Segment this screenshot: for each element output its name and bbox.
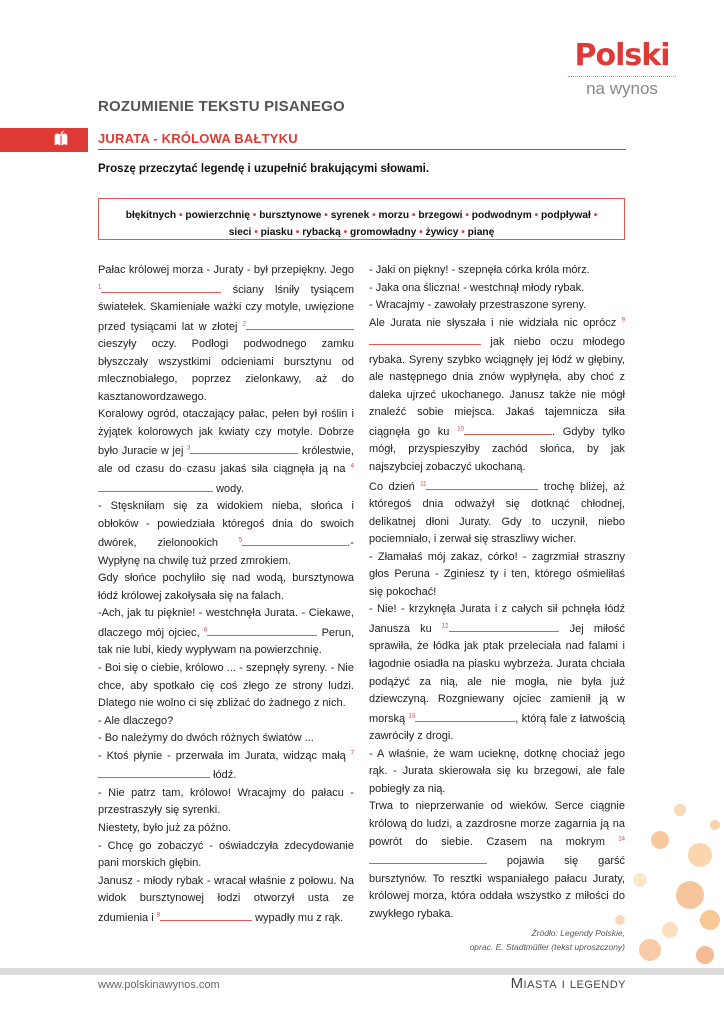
separator: • xyxy=(419,227,423,238)
gap-number: 3 xyxy=(187,445,191,452)
word-bank-item: syrenek xyxy=(330,210,370,221)
footer-url[interactable]: www.polskinawynos.com xyxy=(98,979,220,991)
paragraph: - Boi się o ciebie, królowo ... - szepnęły syreny. - Nie chce, aby spotkało cię coś złego ze strony ludzi. Dlatego nie wolno ci się zbliżać do żadnego z nich. xyxy=(98,662,354,710)
paragraph: Koralowy ogród, otaczający pałac, pełen był roślin i żyjątek kolorowych jak kwiaty czy motyle. Dobrze było Juracie w jej $^3$ królestwie, ale od czasu do czasu jakaś siła ciągnęła ją na $^4$ wody. xyxy=(98,408,354,495)
word-bank-item: sieci xyxy=(228,227,252,238)
separator: • xyxy=(295,227,300,238)
paragraph: - Jaka ona śliczna! - westchnął młody rybak. xyxy=(369,281,585,294)
section-underline xyxy=(98,149,626,150)
word-bank-item: gromowładny xyxy=(350,227,417,238)
word-bank-item: rybacką xyxy=(302,227,341,238)
page-title: ROZUMIENIE TEKSTU PISANEGO xyxy=(98,98,345,115)
separator: • xyxy=(178,210,183,221)
gap-number: 11 xyxy=(420,480,427,487)
paragraph: - Chcę go zobaczyć - oświadczyła zdecydowanie pani morskich głębin. xyxy=(98,839,354,870)
text-column-right xyxy=(369,262,625,923)
separator: • xyxy=(324,210,328,221)
gap-blank[interactable] xyxy=(464,422,552,435)
separator: • xyxy=(593,210,598,221)
gap-number: 12 xyxy=(441,623,449,630)
word-bank-item: pianę xyxy=(467,227,495,238)
gap-number: 10 xyxy=(457,426,464,433)
gap-blank[interactable] xyxy=(101,280,221,293)
word-bank-item: żywicy xyxy=(425,227,459,238)
word-bank-item: piasku xyxy=(260,227,293,238)
paragraph: - A właśnie, że wam ucieknę, dotknę chociaż jego rąk. - Jurata skierowała się ku brzegowi, ale fale pobiegły za nią. xyxy=(369,747,625,795)
separator: • xyxy=(254,227,258,238)
paragraph: - Nie patrz tam, królowo! Wracajmy do pałacu - przestraszyły się syrenki. xyxy=(98,786,354,817)
logo xyxy=(562,40,682,99)
gap-blank[interactable] xyxy=(369,851,487,864)
section-subtitle: JURATA - KRÓLOWA BAŁTYKU xyxy=(98,131,298,146)
gap-blank[interactable] xyxy=(98,765,210,778)
paragraph: Trwa to nieprzerwanie od wieków. Serce ciągnie królową do ludzi, a zazdrosne morze zagarnia ją na powrót do siebie. Czasem na mokrym $^{14}$ pojawia się garść bursztynów. To resztki wspaniałego pałacu Juraty, królowej morza, która oddała wszystko z miłości do zwykłego rybaka. xyxy=(369,800,626,920)
word-bank-item: podwodnym xyxy=(471,210,532,221)
text-column-left xyxy=(98,262,354,927)
gap-number: 13 xyxy=(408,713,416,720)
paragraph: Co dzień $^{11}$ trochę bliżej, aż któregoś dnia odważył się dotknąć chłodnej, delikatnej dłoni Juraty. Gdy to uczynił, niebo pociemniało, i zerwał się straszliwy wicher. xyxy=(369,477,625,549)
gap-number: 14 xyxy=(618,835,626,842)
word-bank-item: podpływał xyxy=(541,210,591,221)
word-bank xyxy=(98,198,625,240)
word-bank-item: brzegowi xyxy=(418,210,463,221)
source-line-1: Źródło: Legendy Polskie, xyxy=(531,928,625,938)
paragraph: - Nie! - krzyknęła Jurata i z całych sił pchnęła łódź Janusza ku $^{12}$ . Jej miłość sprawiła, że łódka jak ptak przeleciała nad falami i łagodnie osiadła na piasku wybrzeża. Jurata chciała podążyć za nią, ale nie mogła, nie była już dziewczyną. Rozgniewany ojciec zamienił ją w morską $^{13}$ , którą fale z łatwością zawróciły z drogi. xyxy=(369,603,625,743)
separator: • xyxy=(534,210,539,221)
paragraph: - Bo należymy do dwóch różnych światów ... xyxy=(98,732,314,745)
footer-section: Miasta i legendy xyxy=(510,975,626,992)
gap-number: 7 xyxy=(350,750,354,757)
book-icon xyxy=(52,131,70,149)
paragraph: - Stęskniłam się za widokiem nieba, słońca i obłoków - powiedziała któregoś dnia do swoich dwórek, zielonookich $^5$ .- Wypłynę na chwilę tuż przed zmrokiem. xyxy=(98,500,354,567)
source-line-2: oprac. E. Stadtmüller (tekst uproszczony) xyxy=(469,942,625,952)
paragraph: - Jaki on piękny! - szepnęła córka króla mórz. xyxy=(369,264,590,276)
paragraph: - Złamałaś mój zakaz, córko! - zagrzmiał straszny głos Peruna - Zginiesz ty i ten, którego ośmieliłaś się pokochać! xyxy=(369,550,625,598)
separator: • xyxy=(465,210,469,221)
gap-number: 9 xyxy=(621,316,625,323)
logo-brand: Polski xyxy=(574,38,670,73)
paragraph: Janusz - młody rybak - wracał właśnie z połowu. Na widok bursztynowej łodzi otworzył usta ze zdumienia i $^8$ wypadły mu z rąk. xyxy=(98,874,354,924)
gap-number: 4 xyxy=(350,463,354,470)
gap-blank[interactable] xyxy=(415,709,515,722)
gap-number: 8 xyxy=(156,912,161,919)
gap-number: 6 xyxy=(203,627,208,634)
paragraph: - Ktoś płynie - przerwała im Jurata, widząc małą $^7$ łódź. xyxy=(98,749,354,782)
gap-blank[interactable] xyxy=(246,317,354,330)
separator: • xyxy=(343,227,348,238)
gap-blank[interactable] xyxy=(369,332,481,345)
paragraph: - Ale dlaczego? xyxy=(98,714,174,727)
paragraph: Ale Jurata nie słyszała i nie widziała nic oprócz $^9$ jak niebo oczu młodego rybaka. Syreny szybko wciągnęły jej łódź w głębiny, ale następnego dnia znów wypłynęła, aby choć z daleka ujrzeć ukochanego. Janusz także nie mógł znaleźć sobie miejsca. Jakaś tajemnicza siła ciągnęła go ku $^{10}$ . Gdyby tylko mógł, przyspieszyłby zachód słońca, by jak najszybciej zobaczyć ukochaną. xyxy=(369,316,626,474)
gap-blank[interactable] xyxy=(242,533,347,546)
instruction: Proszę przeczytać legendę i uzupełnić brakującymi słowami. xyxy=(98,163,430,175)
gap-number: 2 xyxy=(242,320,246,327)
paragraph: Gdy słońce pochyliło się nad wodą, bursztynowa łódź królowej zakołysała się na falach. xyxy=(98,572,354,602)
word-bank-item: morzu xyxy=(378,210,410,221)
word-bank-item: powierzchnię xyxy=(185,210,250,221)
separator: • xyxy=(461,227,465,238)
paragraph: Niestety, było już za późno. xyxy=(98,821,232,834)
gap-blank[interactable] xyxy=(190,441,298,454)
logo-tagline: na wynos xyxy=(586,79,658,98)
gap-blank[interactable] xyxy=(207,623,317,636)
accent-band xyxy=(0,128,88,152)
paragraph: Pałac królowej morza - Juraty - był przepiękny. Jego $^1$ ściany lśniły tysiącem światełek. Skamieniałe ważki czy motyle, uwięzione przed tysiącami lat w złotej $^2$ cieszyły oczy. Podłogi podwodnego zamku błyszczały wszystkimi odcieniami bursztynu od mlecznobiałego, poprzez zielonkawy, aż do kasztanowordzawego. xyxy=(98,264,355,403)
word-bank-item: bursztynowe xyxy=(259,210,322,221)
paragraph: - Wracajmy - zawołały przestraszone syreny. xyxy=(369,299,587,312)
gap-number: 1 xyxy=(98,283,102,290)
separator: • xyxy=(252,210,257,221)
gap-blank[interactable] xyxy=(98,479,213,492)
gap-number: 5 xyxy=(238,537,243,544)
separator: • xyxy=(411,210,416,221)
section-header xyxy=(0,128,724,152)
gap-blank[interactable] xyxy=(426,477,538,490)
word-bank-item: błękitnych xyxy=(125,210,177,221)
gap-blank[interactable] xyxy=(449,619,557,632)
gap-blank[interactable] xyxy=(160,908,252,921)
paragraph: -Ach, jak tu pięknie! - westchnęła Jurata. - Ciekawe, dlaczego mój ojciec, $^6$ Perun, tak nie lubi, kiedy wypływam na powierzchnię. xyxy=(98,607,354,657)
logo-divider xyxy=(568,76,676,77)
footer-bar xyxy=(0,968,724,975)
separator: • xyxy=(372,210,376,221)
